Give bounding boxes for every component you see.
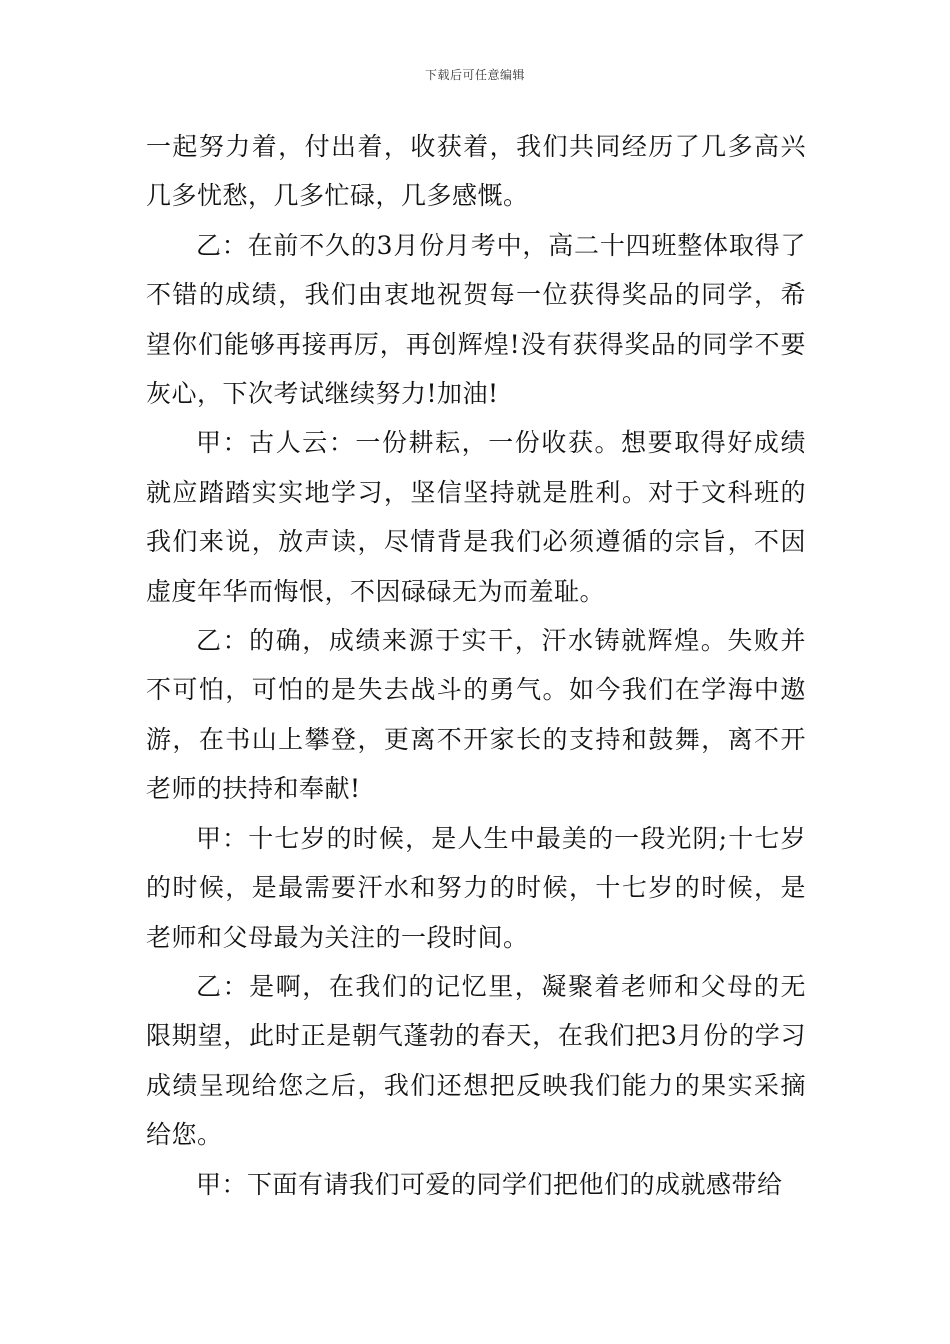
paragraph-4: 乙：的确，成绩来源于实干，汗水铸就辉煌。失败并不可怕，可怕的是失去战斗的勇气。如今我们在学海中遨游，在书山上攀登，更离不开家长的支持和鼓舞，离不开老师的扶持和奉献! <box>146 626 806 804</box>
paragraph-3: 甲：古人云：一份耕耘，一份收获。想要取得好成绩就应踏踏实实地学习，坚信坚持就是胜利。对于文科班的我们来说，放声读，尽情背是我们必须遵循的宗旨，不因虚度年华而悔恨，不因碌碌无为而羞耻。 <box>146 428 806 606</box>
paragraph-7: 甲：下面有请我们可爱的同学们把他们的成就感带给 <box>196 1169 783 1199</box>
header-note: 下载后可任意编辑 <box>424 68 525 82</box>
paragraph-1: 一起努力着，付出着，收获着，我们共同经历了几多高兴几多忧愁，几多忙碌，几多感慨。 <box>146 132 806 211</box>
paragraph-2: 乙：在前不久的3月份月考中，高二十四班整体取得了不错的成绩，我们由衷地祝贺每一位获得奖品的同学，希望你们能够再接再厉，再创辉煌!没有获得奖品的同学不要灰心，下次考试继续努力!加油! <box>146 230 806 409</box>
paragraph-6: 乙：是啊，在我们的记忆里，凝聚着老师和父母的无限期望，此时正是朝气蓬勃的春天，在我们把3月份的学习成绩呈现给您之后，我们还想把反映我们能力的果实采摘给您。 <box>146 971 806 1150</box>
paragraph-5: 甲：十七岁的时候，是人生中最美的一段光阴;十七岁的时候，是最需要汗水和努力的时候，十七岁的时候，是老师和父母最为关注的一段时间。 <box>146 823 806 952</box>
document-body <box>146 122 806 1209</box>
